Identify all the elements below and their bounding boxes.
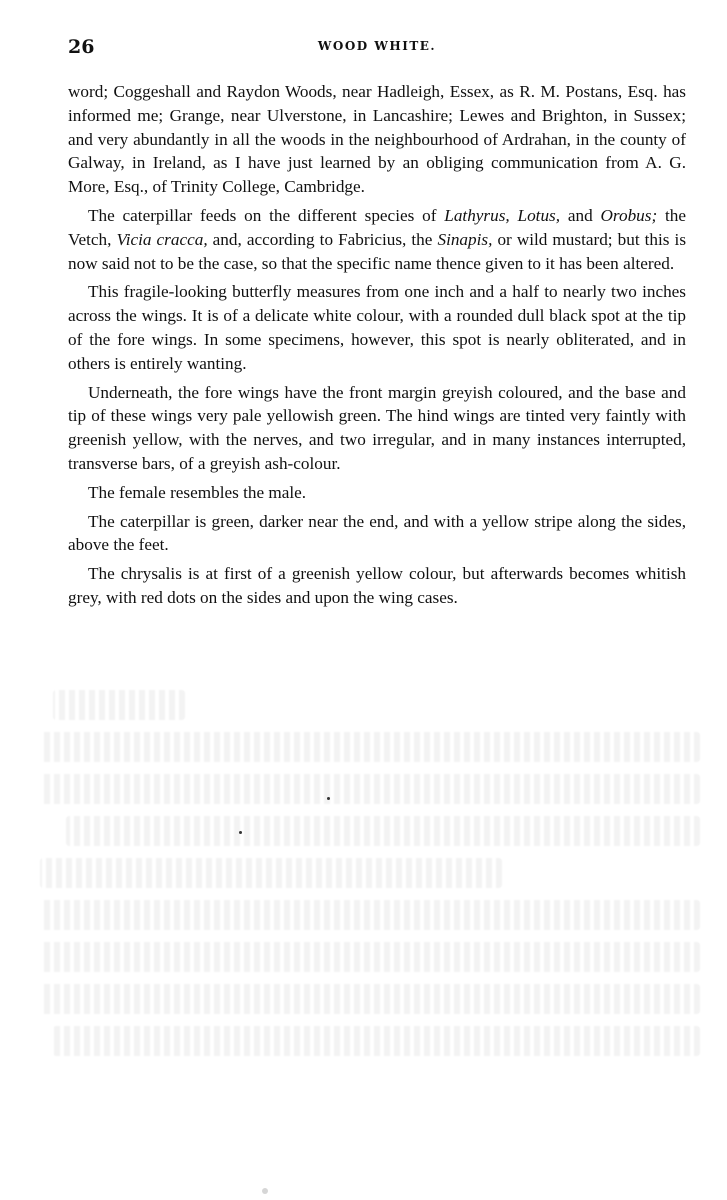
paper-speck bbox=[262, 1188, 268, 1194]
text-run: Underneath, the fore wings have the front margin greyish coloured, and the base and tip of these wings very pale yellowish green. The hind wings are tinted very faintly with greenish yellow, with the nerves, and two irregular, and in many instances interrupted, transverse bars, of a greyish ash-colour. bbox=[68, 382, 686, 473]
paragraph-female bbox=[68, 481, 686, 505]
italic-term: Sinapis, bbox=[437, 229, 493, 249]
paragraph-description bbox=[68, 280, 686, 375]
italic-term: Vicia cracca, bbox=[116, 229, 208, 249]
paragraph-caterpillar-food bbox=[68, 204, 686, 275]
paragraph-chrysalis bbox=[68, 562, 686, 610]
italic-term: Orobus; bbox=[600, 205, 658, 225]
text-run: or wild mustard; but this is now said not to be the case, so that the specific name thence given to it has been altered. bbox=[68, 229, 687, 273]
page-number: 26 bbox=[68, 36, 95, 58]
text-run: the Vetch, bbox=[68, 205, 686, 249]
text-run: and, according to Fabricius, the bbox=[207, 229, 438, 249]
text-run: This fragile-looking butterfly measures from one inch and a half to nearly two inches across the wings. It is of a delicate white colour, with a rounded dull black spot at the tip of the fore wings. In some specimens, however, this spot is nearly obliterated, and in others is entirely wanting. bbox=[68, 282, 686, 373]
paragraph-caterpillar bbox=[68, 510, 686, 558]
italic-term: Lathyrus, Lotus, bbox=[444, 205, 561, 225]
text-run: The chrysalis is at first of a greenish yellow colour, but afterwards becomes whitish grey, with red dots on the sides and upon the wing cases. bbox=[68, 564, 686, 607]
paper-speck bbox=[239, 831, 242, 834]
paragraph-underside bbox=[68, 381, 686, 476]
text-run: and bbox=[560, 205, 601, 225]
text-run: word; Coggeshall and Raydon Woods, near Hadleigh, Essex, as R. M. Postans, Esq. has informed me; Grange, near Ulverstone, in Lancashire; Lewes and Brighton, in Sussex; and very abundantly in all the woods in the neighbourhood of Ardrahan, in the county of Galway, in Ireland, as I have just learned by an obliging communication from A. G. More, Esq., of Trinity College, Cambridge. bbox=[68, 82, 686, 197]
page-header bbox=[68, 36, 686, 60]
paragraph-locations bbox=[68, 80, 686, 199]
text-run: The caterpillar is green, darker near the end, and with a yellow stripe along the sides, above the feet. bbox=[68, 511, 686, 555]
bleed-through-shadow bbox=[40, 690, 700, 1110]
running-title: WOOD WHITE. bbox=[317, 39, 437, 53]
text-run: The caterpillar feeds on the different species of bbox=[88, 205, 445, 225]
text-run: The female resembles the male. bbox=[88, 482, 307, 502]
body-text bbox=[68, 80, 686, 615]
paper-speck bbox=[327, 797, 330, 800]
